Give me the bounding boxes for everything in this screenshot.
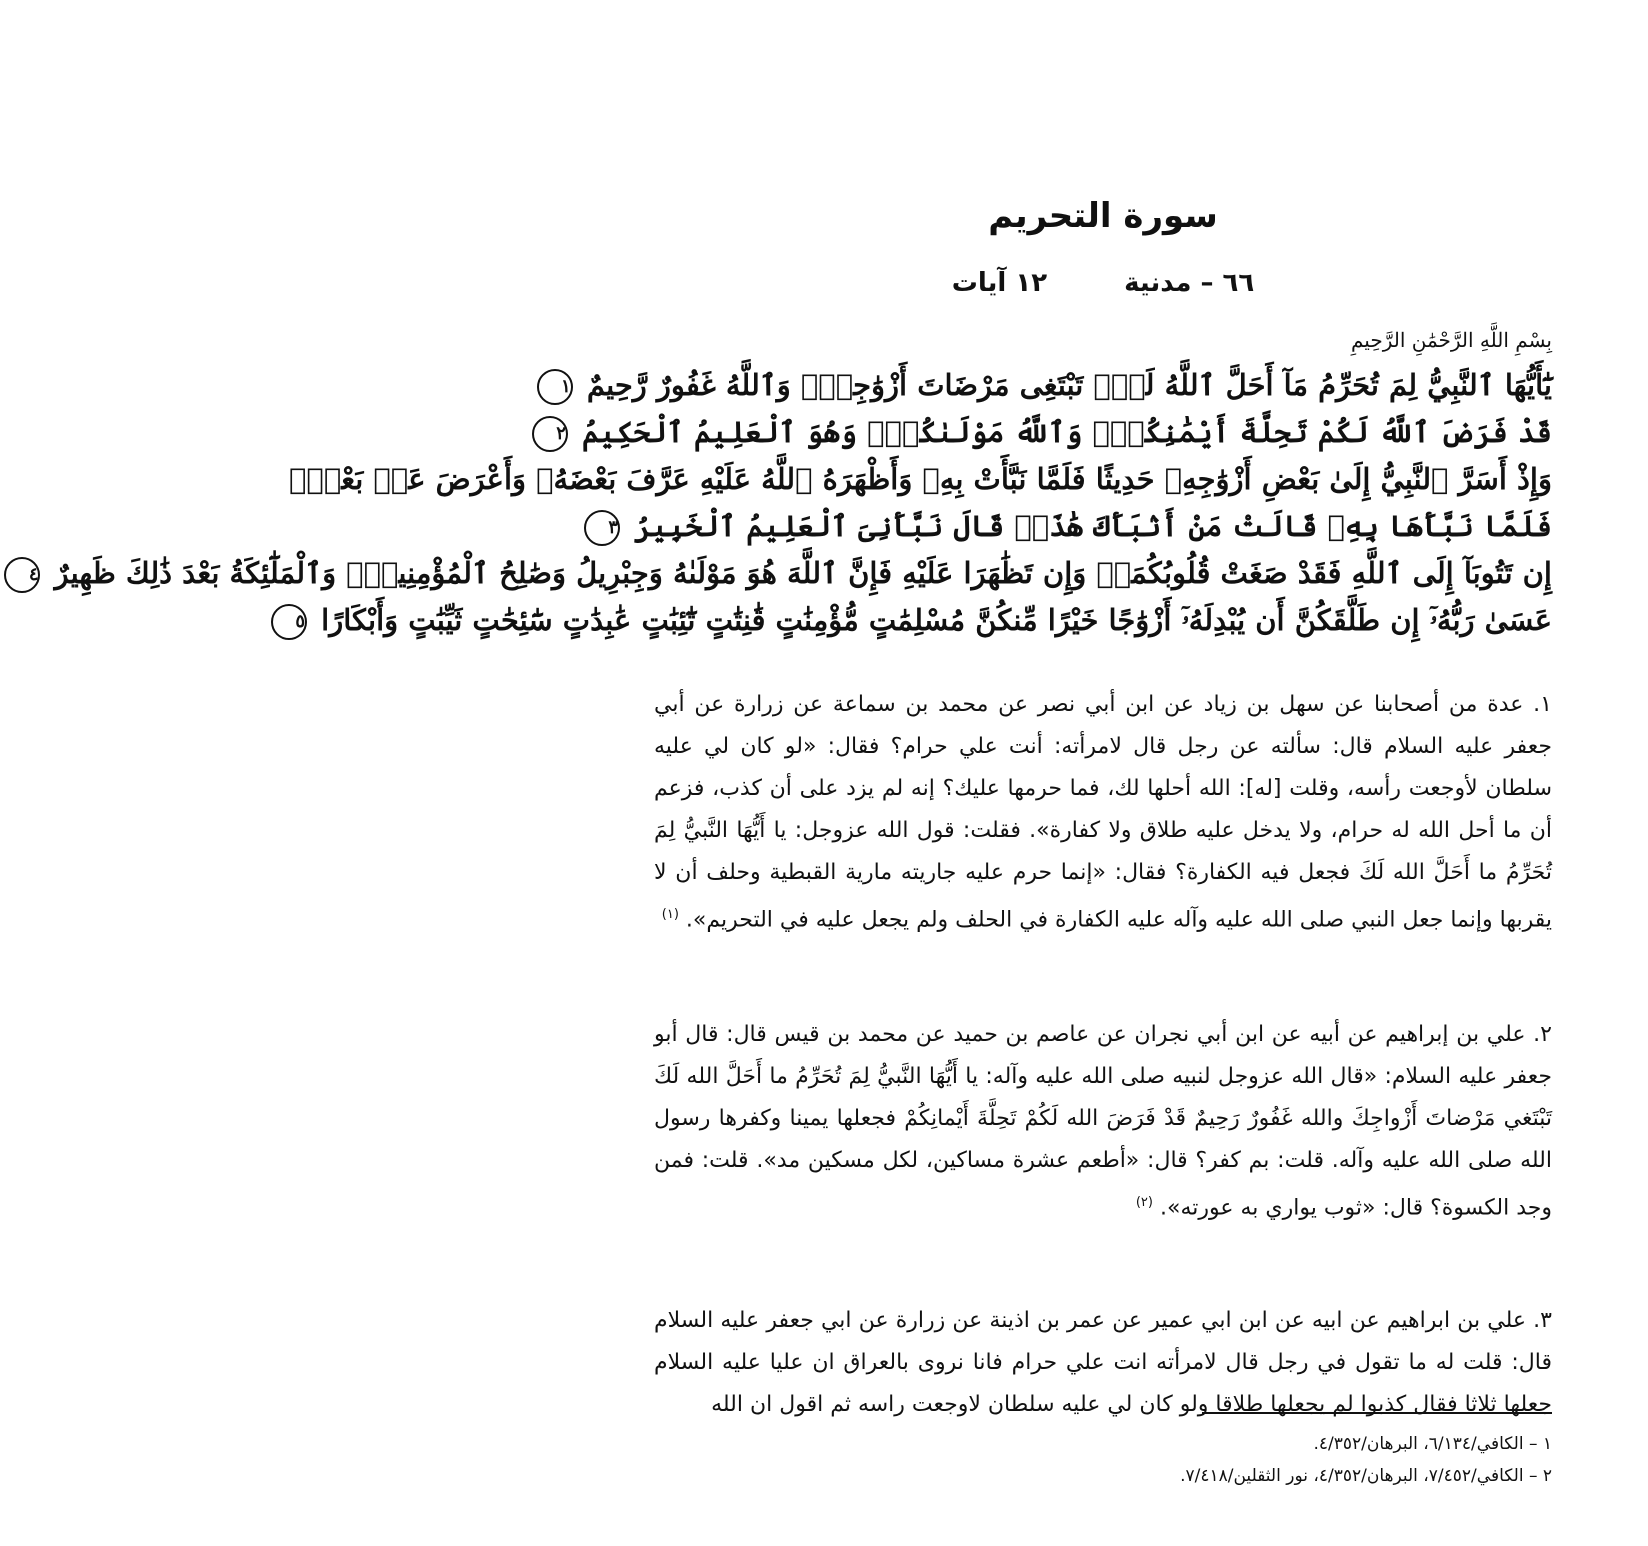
verse-count: ١٢ آيات bbox=[951, 268, 1048, 298]
footnote-2: ٢ – الكافي/٧/٤٥٢، البرهان/٤/٣٥٢، نور الثقلين/٧/٤١٨. bbox=[1180, 1466, 1552, 1486]
footnote-divider bbox=[1202, 1412, 1552, 1414]
hadith-3-text: ٣. علي بن ابراهيم عن ابيه عن ابن ابي عمير عن عمر بن اذينة عن زرارة عن ابي جعفر عليه السلام قال: قلت له ما تقول في رجل قال لامرأته انت علي حرام فانا نروى بالعراق ان عليا عليه السلام جعلها ثلاثا فقال كذبوا لم يجعلها طلاقا ولو كان لي عليه سلطان لاوجعت راسه ثم اقول ان الله bbox=[654, 1308, 1552, 1417]
verse-line-6: عَسَىٰ رَبُّهُۥٓ إِن طَلَّقَكُنَّ أَن يُبْدِلَهُۥٓ أَزْوَٰجًا خَيْرًا مِّنكُنَّ مُسْلِمَٰتٍ مُّؤْمِنَٰتٍ قَٰنِتَٰتٍ تَٰٓئِبَٰتٍ عَٰبِدَٰتٍ سَٰٓئِحَٰتٍ ثَيِّبَٰتٍ وَأَبْكَارًا ٥ bbox=[654, 597, 1552, 644]
hadith-3 bbox=[654, 1300, 1552, 1426]
basmala: بِسْمِ اللَّهِ الرَّحْمَٰنِ الرَّحِيمِ bbox=[1350, 328, 1552, 352]
hadith-2-text: ٢. علي بن إبراهيم عن أبيه عن ابن أبي نجران عن عاصم بن حميد عن محمد بن قيس قال: قال أبو جعفر عليه السلام: «قال الله عزوجل لنبيه صلى الله عليه وآله: يا أَيُّهَا النَّبيُّ لِمَ تُحَرِّمُ ما أَحَلَّ الله لَكَ تَبْتَغي مَرْضاتَ أَزْواجِكَ والله غَفُورٌ رَحِيمٌ قَدْ فَرَضَ الله لَكُمْ تَحِلَّةَ أَيْمانِكُمْ فجعلها يمينا وكفرها رسول الله صلى الله عليه وآله. قلت: بم كفر؟ قال: «أطعم عشرة مساكين، لكل مسكين مد». قلت: فمن وجد الكسوة؟ قال: «ثوب يواري به عورته». bbox=[654, 1022, 1552, 1221]
ayah-number: ٣ bbox=[584, 510, 620, 546]
quran-verses bbox=[28, 362, 1552, 644]
footnote-1: ١ – الكافي/٦/١٣٤، البرهان/٤/٣٥٢. bbox=[1313, 1434, 1552, 1454]
verse-line-4: فَلَمَّا نَبَّأَهَا بِهِۦ قَالَتْ مَنْ أَنۢبَأَكَ هَٰذَاۖ قَالَ نَبَّأَنِىَ ٱلْعَلِيمُ ٱلْخَبِيرُ ٣ bbox=[654, 503, 1552, 550]
verse-line-3: وَإِذْ أَسَرَّ ٱلنَّبِيُّ إِلَىٰ بَعْضِ أَزْوَٰجِهِۦ حَدِيثًا فَلَمَّا نَبَّأَتْ بِهِۦ وَأَظْهَرَهُ ٱللَّهُ عَلَيْهِ عَرَّفَ بَعْضَهُۥ وَأَعْرَضَ عَنۢ بَعْضٍۖ bbox=[289, 462, 1552, 496]
surah-number-type: ٦٦ – مدنية bbox=[1124, 268, 1255, 298]
ayah-number: ٢ bbox=[532, 416, 568, 452]
ayah-number: ٥ bbox=[271, 604, 307, 640]
page bbox=[28, 0, 1648, 1546]
hadith-2 bbox=[654, 1014, 1552, 1229]
footnote-ref-1: (١) bbox=[661, 907, 679, 922]
hadith-1-text: ١. عدة من أصحابنا عن سهل بن زياد عن ابن أبي نصر عن محمد بن سماعة عن زرارة عن أبي جعفر عليه السلام قال: سألته عن رجل قال لامرأته: أنت علي حرام؟ فقال: «لو كان لي عليه سلطان لأوجعت رأسه، وقلت [له]: الله أحلها لك، فما حرمها عليك؟ إنه لم يزد على أن كذب، فزعم أن ما أحل الله له حرام، ولا يدخل عليه طلاق ولا كفارة». فقلت: قول الله عزوجل: يا أَيُّهَا النَّبيُّ لِمَ تُحَرِّمُ ما أَحَلَّ الله لَكَ فجعل فيه الكفارة؟ فقال: «إنما حرم عليه جاريته مارية القبطية وحلف أن لا يقربها وإنما جعل النبي صلى الله عليه وآله عليه الكفارة في الحلف ولم يجعل عليه في التحريم». bbox=[654, 692, 1552, 933]
ayah-number: ١ bbox=[537, 369, 573, 405]
verse-line-2: قَدْ فَرَضَ ٱللَّهُ لَكُمْ تَحِلَّةَ أَيْمَٰنِكُمْۚ وَٱللَّهُ مَوْلَىٰكُمْۖ وَهُوَ ٱلْعَلِيمُ ٱلْحَكِيمُ ٢ bbox=[654, 409, 1552, 456]
verse-line-1: يَٰٓأَيُّهَا ٱلنَّبِيُّ لِمَ تُحَرِّمُ مَآ أَحَلَّ ٱللَّهُ لَكَۖ تَبْتَغِى مَرْضَاتَ أَزْوَٰجِكَۚ وَٱللَّهُ غَفُورٌ رَّحِيمٌ ١ bbox=[654, 362, 1552, 409]
surah-title: سورة التحريم bbox=[988, 196, 1218, 236]
footnote-ref-2: (٢) bbox=[1135, 1195, 1153, 1210]
footnotes bbox=[654, 1428, 1552, 1492]
surah-info bbox=[558, 268, 1648, 298]
verse-line-5: إِن تَتُوبَآ إِلَى ٱللَّهِ فَقَدْ صَغَتْ قُلُوبُكُمَاۖ وَإِن تَظَٰهَرَا عَلَيْهِ فَإِنَّ ٱللَّهَ هُوَ مَوْلَىٰهُ وَجِبْرِيلُ وَصَٰلِحُ ٱلْمُؤْمِنِينَۖ وَٱلْمَلَٰٓئِكَةُ بَعْدَ ذَٰلِكَ ظَهِيرٌ ٤ bbox=[654, 550, 1552, 597]
ayah-number: ٤ bbox=[4, 557, 40, 593]
hadith-1 bbox=[654, 684, 1552, 941]
